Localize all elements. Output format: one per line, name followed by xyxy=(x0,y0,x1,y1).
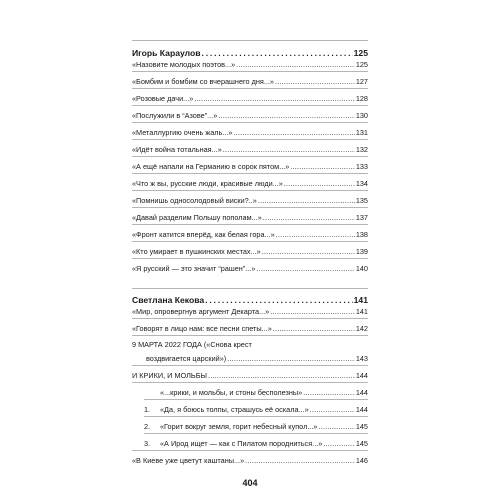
entry-title: «Кто умирает в пушкинских местах...» xyxy=(132,247,261,256)
entry-title: «Я русский — это значит “рашен”...» xyxy=(132,264,256,273)
toc-entry xyxy=(132,209,368,222)
page-ref: 135 xyxy=(355,196,368,205)
page-ref: 139 xyxy=(355,247,368,256)
leader-dots xyxy=(275,77,355,86)
row-divider xyxy=(132,207,368,208)
row-divider xyxy=(132,318,368,319)
page-ref: 140 xyxy=(355,264,368,273)
page-ref: 138 xyxy=(355,230,368,239)
entry-number: 1. xyxy=(144,405,151,414)
leader-dots xyxy=(270,307,355,316)
entry-title: «В Киеве уже цветут каштаны...» xyxy=(132,456,245,465)
toc-entry xyxy=(132,192,368,205)
page-ref: 141 xyxy=(355,307,368,316)
table-of-contents xyxy=(132,0,368,500)
leader-dots xyxy=(194,94,355,103)
author-name: Игорь Караулов xyxy=(132,48,201,58)
leader-dots xyxy=(290,162,354,171)
row-divider xyxy=(132,71,368,72)
page-ref: 132 xyxy=(355,145,368,154)
row-divider xyxy=(132,173,368,174)
leader-dots xyxy=(310,405,355,414)
leader-dots xyxy=(227,354,355,363)
leader-dots xyxy=(318,422,354,431)
leader-dots xyxy=(245,456,355,465)
entry-number: 2. xyxy=(144,422,151,431)
entry-title: «Давай разделим Польшу пополам...» xyxy=(132,213,262,222)
entry-title: «Говорят в лицо нам: все песни спеты...» xyxy=(132,324,272,333)
row-divider xyxy=(132,335,368,336)
toc-entry xyxy=(146,350,368,363)
toc-entry xyxy=(132,175,368,188)
leader-dots xyxy=(218,111,355,120)
row-divider xyxy=(132,382,368,383)
row-divider xyxy=(144,399,368,400)
toc-entry xyxy=(132,226,368,239)
entry-title: «Фронт катится вперёд, как белая гора...» xyxy=(132,230,275,239)
toc-subentry xyxy=(132,401,368,414)
entry-title: «Горит вокруг земля, горит небесный купол...» xyxy=(160,422,318,431)
toc-entry xyxy=(132,452,368,465)
page-ref: 131 xyxy=(355,128,368,137)
page-ref: 144 xyxy=(355,405,368,414)
entry-title: И КРИКИ, И МОЛЬБЫ xyxy=(132,371,207,380)
leader-dots xyxy=(303,388,355,397)
page-ref: 127 xyxy=(355,77,368,86)
leader-dots xyxy=(323,439,355,448)
page-ref: 128 xyxy=(355,94,368,103)
toc-subentry xyxy=(132,384,368,397)
page-ref: 141 xyxy=(353,295,368,305)
toc-entry xyxy=(132,107,368,120)
toc-entry xyxy=(132,320,368,333)
row-divider xyxy=(132,105,368,106)
row-divider xyxy=(132,190,368,191)
entry-title: «Бомбим и бомбим со вчерашнего дня...» xyxy=(132,77,274,86)
entry-title: «Помнишь односолодовый виски?..» xyxy=(132,196,257,205)
page-ref: 142 xyxy=(355,324,368,333)
toc-subentry xyxy=(132,435,368,448)
entry-title: «Идёт война тотальная...» xyxy=(132,145,222,154)
row-divider xyxy=(132,139,368,140)
toc-subentry xyxy=(132,418,368,431)
toc-entry xyxy=(132,243,368,256)
leader-dots xyxy=(273,324,355,333)
entry-title: «...крики, и мольбы, и стоны бесполезны» xyxy=(160,388,303,397)
leader-dots xyxy=(236,60,355,69)
page-ref: 144 xyxy=(355,371,368,380)
leader-dots xyxy=(284,179,355,188)
entry-title: «Что ж вы, русские люди, красивые люди...» xyxy=(132,179,283,188)
entry-title: «Да, я боюсь толпы, страшусь её оскала...» xyxy=(160,405,309,414)
entry-title: «Послужили в “Азове”...» xyxy=(132,111,218,120)
page-ref: 133 xyxy=(355,162,368,171)
entry-number: 3. xyxy=(144,439,151,448)
toc-entry xyxy=(132,158,368,171)
row-divider xyxy=(132,122,368,123)
entry-title: «А Ирод ищет — как с Пилатом породниться...» xyxy=(160,439,323,448)
leader-dots xyxy=(258,196,355,205)
entry-title: «Розовые дачи...» xyxy=(132,94,194,103)
leader-dots xyxy=(262,247,355,256)
page-ref: 125 xyxy=(355,60,368,69)
row-divider xyxy=(132,241,368,242)
toc-entry xyxy=(132,303,368,316)
leader-dots xyxy=(234,128,355,137)
entry-title: «Назовите молодых поэтов...» xyxy=(132,60,236,69)
leader-dots xyxy=(223,145,355,154)
page-ref: 137 xyxy=(355,213,368,222)
section-rule xyxy=(132,40,368,41)
entry-title: «А ещё напали на Германию в сорок пятом...» xyxy=(132,162,290,171)
toc-entry xyxy=(132,56,368,69)
page-ref: 145 xyxy=(355,439,368,448)
row-divider xyxy=(132,450,368,451)
page-ref: 143 xyxy=(355,354,368,363)
page-ref: 134 xyxy=(355,179,368,188)
entry-title: «Металлургию очень жаль...» xyxy=(132,128,233,137)
toc-entry xyxy=(132,260,368,273)
row-divider xyxy=(144,416,368,417)
page-ref: 130 xyxy=(355,111,368,120)
row-divider xyxy=(132,365,368,366)
entry-title: «Мир, опровергнув аргумент Декарта...» xyxy=(132,307,270,316)
page-ref: 145 xyxy=(355,422,368,431)
page-number: 404 xyxy=(242,478,258,488)
row-divider xyxy=(144,433,368,434)
leader-dots xyxy=(256,264,354,273)
entry-title: воздвигается царский») xyxy=(146,354,227,363)
page-ref: 146 xyxy=(355,456,368,465)
row-divider xyxy=(132,258,368,259)
page-ref: 125 xyxy=(353,48,368,58)
row-divider xyxy=(132,88,368,89)
leader-dots xyxy=(208,371,355,380)
entry-title-line: 9 МАРТА 2022 ГОДА («Снова крест xyxy=(132,340,252,349)
page-ref: 144 xyxy=(355,388,368,397)
row-divider xyxy=(132,224,368,225)
leader-dots xyxy=(276,230,355,239)
toc-entry xyxy=(132,124,368,137)
toc-entry xyxy=(132,367,368,380)
row-divider xyxy=(132,156,368,157)
section-rule xyxy=(132,288,368,289)
toc-entry xyxy=(132,141,368,154)
toc-entry xyxy=(132,73,368,86)
toc-entry xyxy=(132,90,368,103)
leader-dots xyxy=(263,213,355,222)
author-name: Светлана Кекова xyxy=(132,295,205,305)
